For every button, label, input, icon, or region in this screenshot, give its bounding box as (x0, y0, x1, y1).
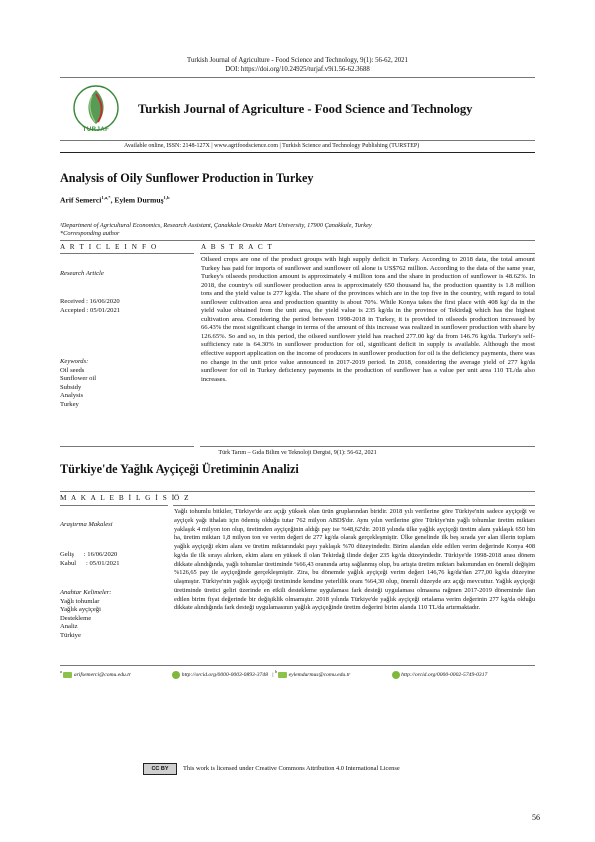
keywords-block (60, 358, 190, 410)
corresponding-note: *Corresponding author (60, 230, 120, 237)
keyword: Subsidy (60, 383, 82, 391)
publisher-text: Turkish Science and Technology Publishing (TURSTEP) (282, 143, 420, 149)
orcid-icon (172, 671, 180, 679)
keyword: Yağlık ayçiçeği (60, 606, 101, 614)
keyword: Turkey (60, 400, 79, 408)
email-link-a[interactable]: arifsemerci@comu.edu.tr (73, 671, 131, 678)
article-title: Analysis of Oily Sunflower Production in Turkey (60, 171, 314, 185)
turkish-received-date: Geliş : 16/06/2020 (60, 551, 118, 558)
turkish-keywords-label: Anahtar Kelimeler: (60, 589, 112, 596)
keyword: Destekleme (60, 614, 92, 622)
logo-text: TURJAF (82, 127, 110, 133)
license-text: This work is licensed under Creative Commons Attribution 4.0 International License (183, 765, 400, 772)
header-rule-top (60, 77, 535, 78)
orcid-link-a[interactable]: http://orcid.org/0000-0003-0893-3748 (181, 671, 268, 678)
email-link-b[interactable]: eylemdurmus@comu.edu.tr (288, 671, 351, 678)
abstract-heading: A B S T R A C T (201, 243, 274, 251)
email-icon (278, 672, 287, 678)
orcid-link-b[interactable]: http://orcid.org/0000-0002-5749-0317 (401, 671, 488, 678)
keyword: Türkiye (60, 631, 81, 639)
turkish-info-heading: M A K A L E B İ L G İ S İ (60, 494, 176, 502)
abstract-text: Oilseed crops are one of the product groups with high supply deficit in Turkey. According to 2018 data, the total amount Turkey has paid for imports of sunflower and sunflower oil alone is US$762 million. According to the data of the same year, Turkey's oilseeds production amount is approximately 4 million tons and the share in production of sunflower is 48.62%. In 2018, the country's oil sunflower production area is approximately 650 thousand ha, the production quantity is 1.8 million tons and the yield value is 277 kg/da. The share of the provinces which are in the top five in the country, with regard to total sunflower cultivation area and production quantity is about 70%. While Konya takes the first place with 408 kg/ da in the yield value obtained from the unit area, the yield value is 235 kg/da in the province of Tekirdağ which has the highest cultivation area. Considering the period between 1998-2018 in Turkey, it is provided in oilseeds production increased by 66.43% the most significant change in terms of the amount of this increase was realized in sunflower production with share by 126.65%. So and so, in this period, the oilseed sunflower yield has reached 277.00 kg/ da from 146.76 kg/da. Turkey's self-sufficiency rate is 64.30% in sunflower production for oil, significant deficit in supply is available. Although the most effective support application on the income of producers in sunflower production for oil is the deficiency payments, there was no change in the unit price value announced in 2017-2019 period. In 2018, considering the average yield of 277 kg/da sunflower for oil in Turkey deficiency payments in the production of sunflower has a value per unit area 110 TL/da also increases. (201, 256, 535, 383)
keyword: Sunflower oil (60, 375, 97, 383)
turkish-keywords-block (60, 589, 170, 641)
article-info-heading: A R T I C L E I N F O (60, 243, 158, 251)
turkish-title: Türkiye'de Yağlık Ayçiçeği Üretiminin Analizi (60, 462, 299, 476)
journal-logo (66, 80, 126, 140)
affiliation: ¹Department of Agricultural Economics, Research Assistant, Çanakkale Onsekiz Mart University, 17900 Çanakkale, Turkey (60, 222, 372, 229)
info-bar-rule (60, 152, 535, 153)
author-list: Arif Semerci$^{1,a,*}$, Eylem Durmuş$^{1,b}$ (60, 195, 170, 205)
journal-title: Turkish Journal of Agriculture - Food Science and Technology (138, 102, 473, 116)
turkish-abstract-text: Yağlı tohumlu bitkiler, Türkiye'de arz açığı yüksek olan ürün gruplarından biridir. 2018 yılı verilerine göre Türkiye'nin sadece ayçiçeği ve ayçiçek yağı ithalatı için ödemiş olduğu tutar 762 milyon ABD$'dır. Aynı yılın verilerine göre Türkiye'nin yağlı tohumlar üretim miktarı yaklaşık 4 milyon ton olup, üretimden ayçiçeğinin aldığı pay ise %48,62'dir. 2018 yılında ülke yağlık ayçiçeği üretim alanı yaklaşık 650 bin ha, üretim miktarı 1,8 milyon ton ve verim değeri de 277 kg/da olarak gerçekleşmiştir. Ülke genelinde ilk beş sırada yer alan illerin toplam yağlık ayçiçeği ekim alanı ve üretim miktarındaki payı yaklaşık %70 düzeyindedir. Birim alandan elde edilen verim değerinde Konya 408 kg/da ile ilk sırayı alırken, ekim alanı en yüksek il olan Tekirdağ ilinde değer 235 kg/da düzeyindedir. Türkiye'de 1998-2018 arası dönem dikkate alındığında, yağlı tohumlar üretiminde %66,43 oranında artış sağlanmış olup, bu artışta üretim miktarı bakımından en önemli değişim %126,65 pay ile ayçiçeğinde gerçekleşmiştir. Zira, bu dönemde yağlık ayçiçeği verim değeri 146,76 kg/da'dan 277,00 kg/da düzeyine ulaşmıştır. Türkiye'nin yağlık ayçiçeği üretiminde kendine yeterlilik oranı %64,30 olup, önemli düzeyde arz açığı mevcuttur. Yağlık ayçiçeği üretiminde üretici geliri üzerinde en etkili destekleme uygulaması fark desteği uygulaması olmasına rağmen 2017-2019 döneminde ilan edilen birim fiyat değerinde bir değişiklik olmamıştır. 2018 yılında Türkiye'de yağlık ayçiçeği ortalama verim değerinin 277 kg/da olduğu dikkate alındığında fark desteği uygulamasının yağlık ayçiçeğinde üretim değerini birim alanda 110 TL/da artırmaktadır. (174, 508, 535, 612)
author-name: Arif Semerci (60, 195, 102, 205)
contact-row: $^a$ arifsemerci@comu.edu.tr http://orcid.org/0000-0003-0893-3748 | $^b$ eylemdurmus@comu.edu.tr http://orcid.org/0000-0002-5749-0317 (60, 669, 488, 678)
journal-info-bar: Available online, ISSN: 2148-127X | www.agrifoodscience.com | Turkish Science and Technology Publishing (TURSTEP) (124, 143, 420, 149)
doi-link[interactable]: DOI: https://doi.org/10.24925/turjaf.v9i1.56-62.3688 (225, 66, 370, 73)
turkish-accepted-date: Kabul : 05/01/2021 (60, 560, 120, 567)
issn-text: Available online, ISSN: 2148-127X (124, 143, 210, 149)
website-link[interactable]: www.agrifoodscience.com (214, 143, 279, 149)
keyword: Oil seeds (60, 366, 85, 374)
article-type: Research Article (60, 270, 104, 277)
cc-license-badge[interactable]: CC BY (143, 763, 177, 775)
header-rule-bottom (60, 140, 535, 141)
journal-citation: Turkish Journal of Agriculture - Food Science and Technology, 9(1): 56-62, 2021 (187, 57, 408, 64)
keyword: Analiz (60, 623, 78, 631)
received-date: Received : 16/06/2020 (60, 298, 120, 305)
turkish-article-type: Araştırma Makalesi (60, 521, 113, 528)
page-number: 56 (532, 813, 540, 822)
turkish-summary-heading: Ö Z (174, 494, 191, 502)
email-icon (63, 672, 72, 678)
keyword: Analysis (60, 392, 84, 400)
orcid-icon (392, 671, 400, 679)
turkish-running-header: Türk Tarım – Gıda Bilim ve Teknoloji Dergisi, 9(1): 56-62, 2021 (218, 450, 377, 456)
accepted-date: Accepted : 05/01/2021 (60, 307, 121, 314)
keyword: Yağlı tohumlar (60, 597, 100, 605)
keywords-label: Keywords: (60, 358, 89, 365)
